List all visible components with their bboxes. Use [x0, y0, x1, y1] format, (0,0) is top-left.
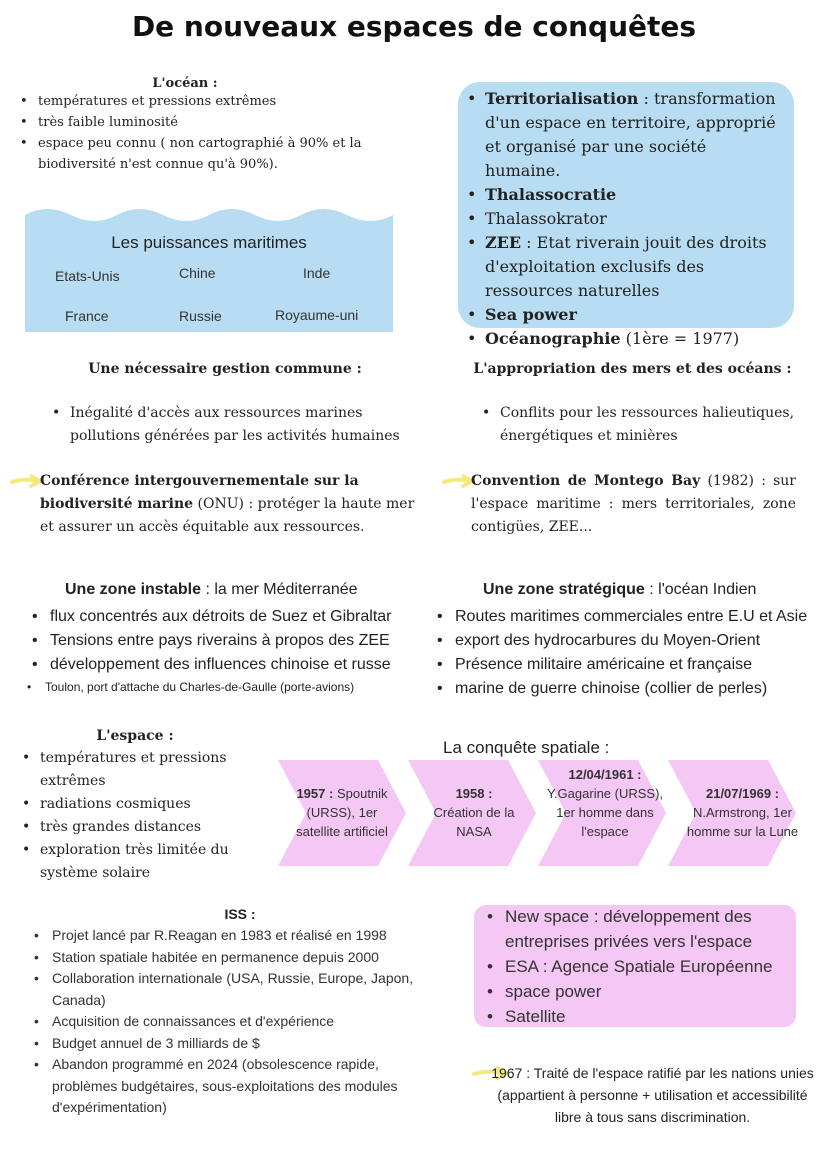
- list-item: • Acquisition de connaissances et d'expérience: [52, 1011, 447, 1033]
- list-item: • températures et pressions extrêmes: [40, 747, 245, 793]
- espace-heading: L'espace :: [96, 728, 174, 744]
- list-item: • flux concentrés aux détroits de Suez et Gibraltar: [50, 605, 425, 629]
- timeline-event: 12/04/1961 : Y.Gagarine (URSS), 1er homme dans l'espace: [546, 767, 664, 839]
- espace-list: [40, 747, 245, 885]
- timeline-event: 1958 : Création de la NASA: [433, 786, 515, 839]
- conference-note: Conférence intergouvernementale sur la biodiversité marine (ONU) : protéger la haute mer et assurer un accès équitable aux ressources.: [40, 473, 415, 535]
- ocean-heading: L'océan :: [152, 76, 218, 91]
- list-item: • Collaboration internationale (USA, Russie, Europe, Japon, Canada): [52, 968, 447, 1011]
- newspace-list: [505, 904, 795, 1029]
- convention-note: Convention de Montego Bay (1982) : sur l'espace maritime : mers territoriales, zone contigües, ZEE...: [471, 473, 796, 535]
- list-item: • Tensions entre pays riverains à propos des ZEE: [50, 629, 425, 653]
- list-item: • Toulon, port d'attache du Charles-de-Gaulle (porte-avions): [45, 678, 425, 696]
- conquete-title: La conquête spatiale :: [443, 738, 610, 757]
- list-item: • ESA : Agence Spatiale Européenne: [505, 954, 795, 979]
- country-label: France: [65, 308, 109, 324]
- country-label: Royaume-uni: [275, 307, 359, 323]
- country-label: Russie: [179, 308, 222, 324]
- list-item: • marine de guerre chinoise (collier de perles): [455, 677, 825, 701]
- ocean-list: [38, 91, 378, 175]
- list-item: • Conflits pour les ressources halieutiques, énergétiques et minières: [500, 402, 810, 448]
- instable-list: [50, 605, 425, 677]
- list-item: • développement des influences chinoise et russe: [50, 653, 425, 677]
- list-item: • Projet lancé par R.Reagan en 1983 et réalisé en 1998: [52, 925, 447, 947]
- strategique-list: [455, 605, 825, 701]
- list-item: • Satellite: [505, 1004, 795, 1029]
- country-label: Etats-Unis: [55, 268, 120, 284]
- definition-item: • Océanographie (1ère = 1977): [485, 327, 785, 351]
- appropriation-heading: L'appropriation des mers et des océans :: [473, 361, 792, 377]
- definition-item: • ZEE : Etat riverain jouit des droits d'exploitation exclusifs des ressources naturelles: [485, 231, 785, 303]
- instable-small-list: [45, 678, 425, 696]
- appropriation-list: [500, 402, 810, 448]
- iss-heading: ISS :: [224, 906, 256, 922]
- definition-item: • Sea power: [485, 303, 785, 327]
- list-item: • space power: [505, 979, 795, 1004]
- gestion-heading: Une nécessaire gestion commune :: [88, 361, 362, 377]
- list-item: • radiations cosmiques: [40, 793, 245, 816]
- list-item: • Budget annuel de 3 milliards de $: [52, 1033, 447, 1055]
- list-item: • export des hydrocarbures du Moyen-Orient: [455, 629, 825, 653]
- definition-item: • Thalassokrator: [485, 207, 785, 231]
- iss-list: [52, 925, 447, 1119]
- list-item: • exploration très limitée du système solaire: [40, 839, 245, 885]
- country-label: Chine: [179, 265, 216, 281]
- definition-item: • Territorialisation : transformation d'un espace en territoire, approprié et organisé par une société humaine.: [485, 87, 785, 183]
- list-item: • Présence militaire américaine et française: [455, 653, 825, 677]
- strategique-heading: Une zone stratégique : l'océan Indien: [483, 581, 757, 598]
- arrow-icon: [10, 474, 44, 488]
- list-item: • Abandon programmé en 2024 (obsolescence rapide, problèmes budgétaires, sous-exploitations des modules d'expérimentation): [52, 1054, 447, 1119]
- list-item: • Station spatiale habitée en permanence depuis 2000: [52, 947, 447, 969]
- list-item: • Routes maritimes commerciales entre E.U et Asie: [455, 605, 825, 629]
- page-title: De nouveaux espaces de conquêtes: [131, 10, 697, 43]
- timeline-event: 21/07/1969 : N.Armstrong, 1er homme sur la Lune: [686, 786, 799, 839]
- maritime-title: Les puissances maritimes: [111, 233, 307, 252]
- list-item: • températures et pressions extrêmes: [38, 91, 378, 112]
- list-item: • très grandes distances: [40, 816, 245, 839]
- timeline-event: 1957 : Spoutnik (URSS), 1er satellite artificiel: [296, 786, 388, 839]
- definitions-list: [485, 87, 785, 351]
- list-item: • Inégalité d'accès aux ressources marines pollutions générées par les activités humaines: [70, 402, 410, 448]
- instable-heading: Une zone instable : la mer Méditerranée: [65, 581, 358, 598]
- list-item: • très faible luminosité: [38, 112, 378, 133]
- list-item: • New space : développement des entreprises privées vers l'espace: [505, 904, 795, 954]
- country-label: Inde: [303, 265, 331, 281]
- list-item: • espace peu connu ( non cartographié à 90% et la biodiversité n'est connue qu'à 90%).: [38, 133, 378, 175]
- gestion-list: [70, 402, 410, 448]
- definition-item: • Thalassocratie: [485, 183, 785, 207]
- traite-note: 1967 : Traité de l'espace ratifié par les nations unies (appartient à personne + utilisation et accessibilité libre à tous sans discrimination.: [491, 1065, 814, 1125]
